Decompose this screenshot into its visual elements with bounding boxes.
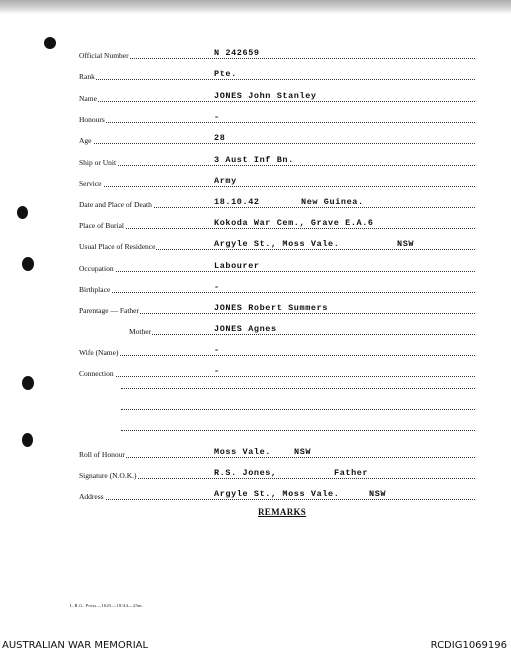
dotted-line — [79, 478, 475, 479]
death-row — [79, 195, 475, 209]
service-row — [79, 174, 475, 188]
unit-label: Ship or Unit — [79, 158, 117, 167]
death-label: Date and Place of Death — [79, 200, 152, 209]
dotted-line — [79, 271, 475, 272]
remarks-heading: REMARKS — [258, 507, 307, 517]
rank-value: Pte. — [214, 69, 237, 79]
mother-row — [129, 322, 475, 336]
father-value: JONES Robert Summers — [214, 303, 329, 313]
dotted-line — [129, 334, 475, 335]
punch-hole — [22, 257, 34, 271]
punch-hole — [44, 37, 56, 49]
address-street-value: Argyle St., Moss Vale. — [214, 489, 340, 499]
dotted-line — [79, 292, 475, 293]
address-row — [79, 487, 475, 501]
name-row — [79, 89, 475, 103]
occupation-row — [79, 259, 475, 273]
roll-place-value: Moss Vale. — [214, 447, 272, 457]
mother-value: JONES Agnes — [214, 324, 277, 334]
signature-relation-value: Father — [334, 468, 369, 478]
dotted-line — [79, 355, 475, 356]
signature-label: Signature (N.O.K.) — [79, 471, 137, 480]
service-label: Service — [79, 179, 102, 188]
burial-value: Kokoda War Cem., Grave E.A.6 — [214, 218, 374, 228]
honours-label: Honours — [79, 115, 105, 124]
burial-label: Place of Burial — [79, 221, 124, 230]
honours-row — [79, 110, 475, 124]
dotted-line — [79, 79, 475, 80]
service-value: Army — [214, 176, 237, 186]
name-value: JONES John Stanley — [214, 91, 317, 101]
occupation-label: Occupation — [79, 264, 114, 273]
dotted-line — [79, 165, 475, 166]
name-label: Name — [79, 94, 97, 103]
official-number-label: Official Number — [79, 51, 129, 60]
punch-hole — [17, 206, 28, 219]
death-place-value: New Guinea. — [301, 197, 364, 207]
connection-value: - — [214, 366, 220, 376]
signature-row — [79, 466, 475, 480]
death-date-value: 18.10.42 — [214, 197, 260, 207]
residence-street-value: Argyle St., Moss Vale. — [214, 239, 340, 249]
dotted-line — [79, 376, 475, 377]
official-number-row — [79, 46, 475, 60]
connection-row — [79, 364, 475, 378]
roll-row — [79, 445, 475, 459]
dotted-line — [79, 143, 475, 144]
parentage-label: Parentage — Father — [79, 306, 139, 315]
wife-label: Wife (Name) — [79, 348, 119, 357]
dotted-line — [79, 122, 475, 123]
wife-row — [79, 343, 475, 357]
dotted-line — [79, 499, 475, 500]
official-number-value: N 242659 — [214, 48, 260, 58]
blank-dotted-line — [121, 430, 475, 431]
archive-name: AUSTRALIAN WAR MEMORIAL — [2, 640, 149, 651]
residence-row — [79, 237, 475, 251]
residence-label: Usual Place of Residence — [79, 242, 156, 251]
address-label: Address — [79, 492, 104, 501]
dotted-line — [79, 186, 475, 187]
rank-label: Rank — [79, 72, 95, 81]
residence-state-value: NSW — [397, 239, 415, 249]
unit-value: 3 Aust Inf Bn. — [214, 155, 294, 165]
age-value: 28 — [214, 133, 226, 143]
unit-row — [79, 153, 475, 167]
rank-row — [79, 67, 475, 81]
dotted-line — [79, 101, 475, 102]
birthplace-label: Birthplace — [79, 285, 111, 294]
burial-row — [79, 216, 475, 230]
age-label: Age — [79, 136, 92, 145]
mother-label: Mother — [129, 327, 152, 336]
roll-label: Roll of Honour — [79, 450, 125, 459]
blank-dotted-line — [121, 388, 475, 389]
connection-label: Connection — [79, 369, 114, 378]
dotted-line — [79, 457, 475, 458]
record-id: RCDIG1069196 — [430, 640, 507, 651]
signature-value: R.S. Jones, — [214, 468, 277, 478]
punch-hole — [22, 376, 34, 390]
archive-footer — [0, 636, 511, 654]
honours-value: - — [214, 112, 220, 122]
father-row — [79, 301, 475, 315]
birthplace-row — [79, 280, 475, 294]
punch-hole — [22, 433, 33, 447]
blank-dotted-line — [121, 409, 475, 410]
printer-imprint: L.R.G. Press—1625—18/44—25m. — [70, 603, 144, 608]
dotted-line — [79, 228, 475, 229]
occupation-value: Labourer — [214, 261, 260, 271]
wife-value: - — [214, 345, 220, 355]
dotted-line — [79, 58, 475, 59]
roll-state-value: NSW — [294, 447, 312, 457]
birthplace-value: - — [214, 282, 220, 292]
age-row — [79, 131, 475, 145]
address-state-value: NSW — [369, 489, 387, 499]
